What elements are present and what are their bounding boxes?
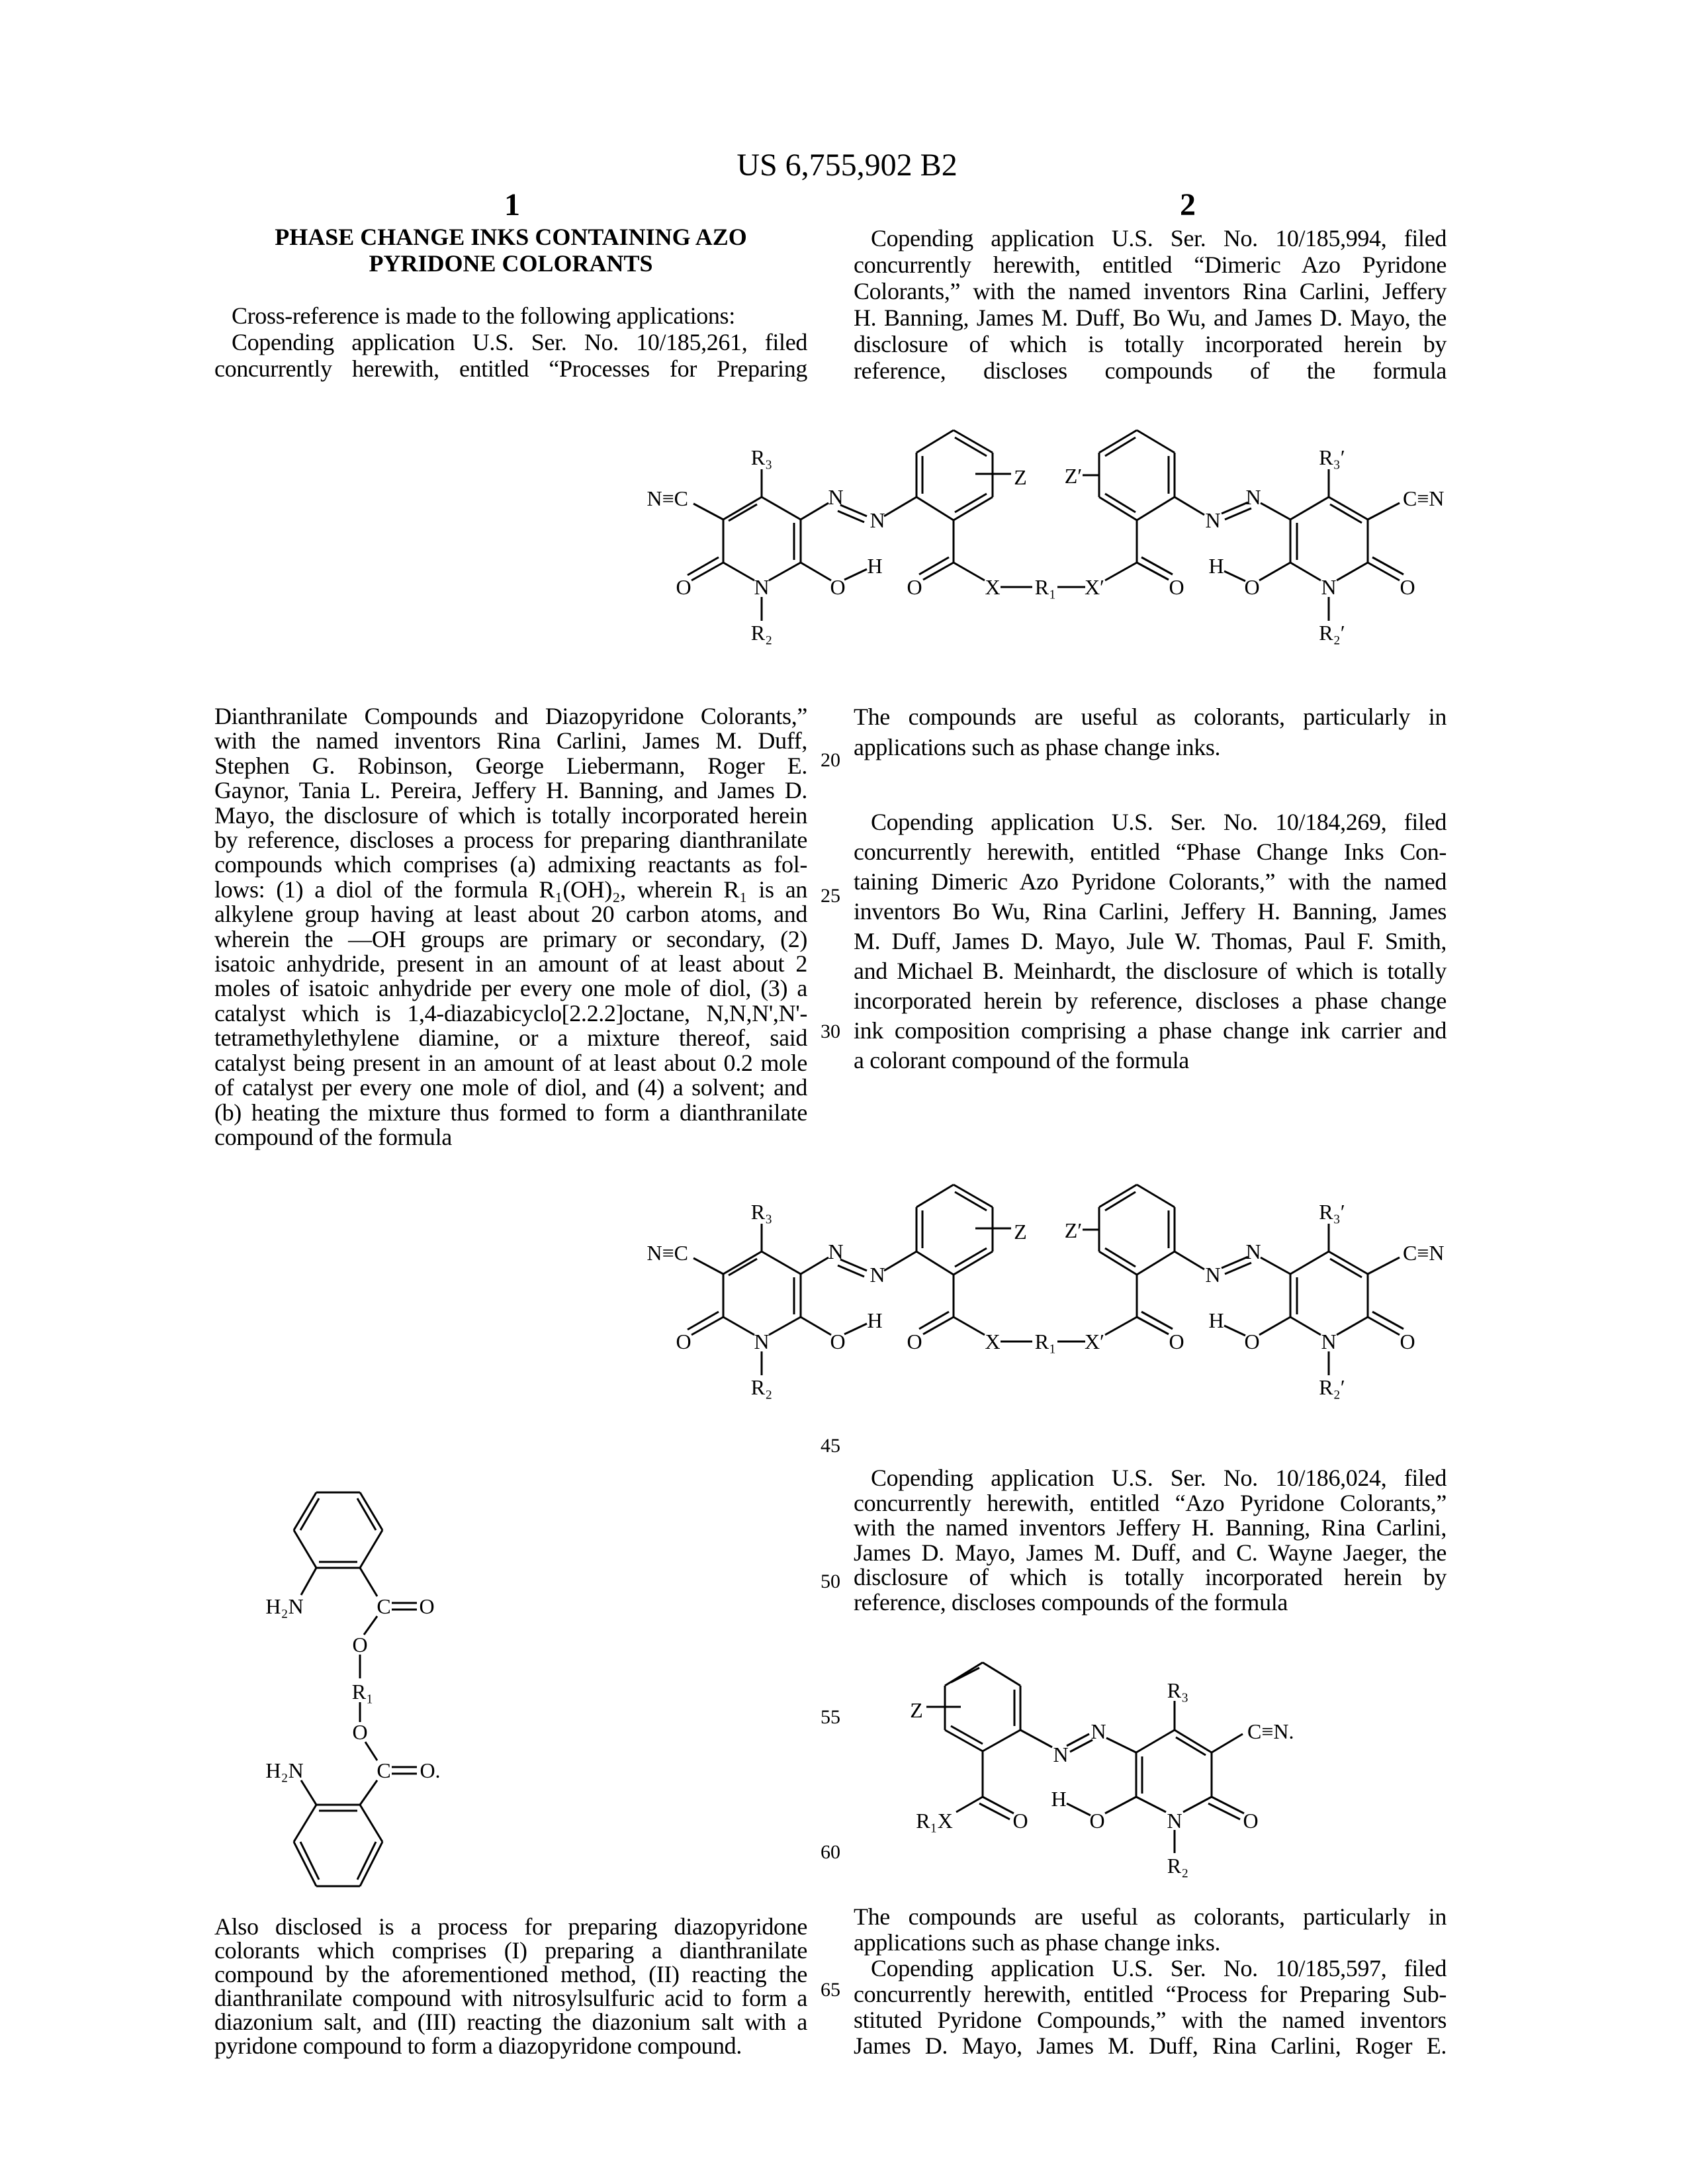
bond-line bbox=[729, 504, 757, 521]
text-line: catalyst which is 1,4-diazabicyclo[2.2.2]octane, N,N,N',N'- bbox=[214, 1001, 807, 1026]
text-line: concurrently herewith, entitled “Dimeric Azo Pyridone bbox=[854, 251, 1447, 278]
atom-label-azo-4: N bbox=[1245, 1240, 1261, 1263]
bond-line bbox=[801, 503, 828, 520]
atom-label-n-a: N bbox=[754, 1330, 769, 1353]
bond-line bbox=[923, 563, 954, 580]
bond-line bbox=[723, 563, 754, 580]
azo-nitrogen-label: N bbox=[1053, 1743, 1068, 1766]
text-line: James D. Mayo, James M. Duff, and C. Wayne Jaeger, the bbox=[854, 1541, 1447, 1566]
bond-line bbox=[1175, 497, 1204, 515]
usefulness-paragraph bbox=[854, 702, 1447, 762]
text-line: reference, discloses compounds of the formula bbox=[854, 1590, 1447, 1615]
atom-label-r2-prime: R₂′ bbox=[1319, 621, 1345, 645]
text-line: by reference, discloses a process for preparing dianthranilate bbox=[214, 828, 807, 852]
bond-line bbox=[1137, 1251, 1175, 1275]
r1x-label: R₁X bbox=[916, 1809, 953, 1833]
atom-label-o-d: O bbox=[1169, 575, 1184, 599]
dimeric-azo-pyridone-structure-1 bbox=[596, 410, 1522, 675]
atom-label-r2: R₂ bbox=[751, 1375, 773, 1399]
atom-label-azo-1: N bbox=[828, 485, 843, 509]
text-line: dianthranilate compound with nitrosylsulfuric acid to form a bbox=[214, 1986, 807, 2010]
bond-line bbox=[762, 1251, 801, 1274]
copending-597-paragraph bbox=[854, 1956, 1447, 2059]
atom-label-z-prime: Z′ bbox=[1065, 464, 1083, 488]
text-line: Dianthranilate Compounds and Diazopyridone Colorants,” bbox=[214, 704, 807, 729]
text-line: inventors Bo Wu, Rina Carlini, Jeffery H. Banning, James bbox=[854, 897, 1447, 927]
text-line: Cross-reference is made to the following applications: bbox=[214, 302, 807, 329]
text-line: a colorant compound of the formula bbox=[854, 1046, 1447, 1075]
atom-label-h-b: H bbox=[1208, 554, 1224, 578]
atom-label-o-e: O bbox=[1244, 1330, 1259, 1353]
amine-label: H₂N bbox=[265, 1594, 303, 1618]
nitrile-label: C≡N. bbox=[1247, 1719, 1294, 1743]
oxygen-label: O bbox=[1089, 1809, 1104, 1833]
bond-line bbox=[916, 1251, 954, 1275]
atom-label-azo-2: N bbox=[869, 1263, 885, 1287]
atom-label-h-a: H bbox=[867, 1308, 882, 1332]
atom-label-o-f: O bbox=[1400, 1330, 1415, 1353]
text-line: of catalyst per every one mole of diol, and (4) a solvent; and bbox=[214, 1075, 807, 1100]
bond-line bbox=[954, 430, 993, 453]
text-line: Copending application U.S. Ser. No. 10/186,024, filed bbox=[854, 1466, 1447, 1491]
bond-line bbox=[1337, 1317, 1368, 1335]
text-line: reference, discloses compounds of the formula bbox=[854, 357, 1447, 384]
title-line: PYRIDONE COLORANTS bbox=[214, 250, 807, 277]
copending-261-paragraph bbox=[214, 329, 807, 382]
copending-269-paragraph bbox=[854, 807, 1447, 1075]
atom-label-n-b: N bbox=[1321, 1330, 1336, 1353]
text-line: Copending application U.S. Ser. No. 10/184,269, filed bbox=[854, 807, 1447, 837]
also-disclosed-paragraph bbox=[214, 1915, 807, 2058]
text-line: compound of the formula bbox=[214, 1125, 807, 1150]
text-line: concurrently herewith, entitled “Phase Change Inks Con- bbox=[854, 837, 1447, 867]
text-line: with the named inventors Rina Carlini, James M. Duff, bbox=[214, 729, 807, 753]
z-label: Z bbox=[910, 1698, 923, 1722]
text-line: compound by the aforementioned method, (II) reacting the bbox=[214, 1962, 807, 1986]
atom-label-o-c: O bbox=[907, 575, 922, 599]
atom-label-h-a: H bbox=[867, 554, 882, 578]
text-line: catalyst being present in an amount of at least about 0.2 mole bbox=[214, 1051, 807, 1075]
bond-line bbox=[1105, 563, 1137, 580]
carbon-label: C bbox=[377, 1594, 390, 1618]
atom-label-azo-3: N bbox=[1205, 508, 1220, 532]
text-line: alkylene group having at least about 20 carbon atoms, and bbox=[214, 902, 807, 927]
text-line: Gaynor, Tania L. Pereira, Jeffery H. Banning, and James D. bbox=[214, 778, 807, 803]
text-line: compounds which comprises (a) admixing reactants as fol- bbox=[214, 852, 807, 877]
atom-label-o-d: O bbox=[1169, 1330, 1184, 1353]
atom-label-h-b: H bbox=[1208, 1308, 1224, 1332]
bond-line bbox=[1141, 557, 1173, 574]
text-line: with the named inventors Jeffery H. Banning, Rina Carlini, bbox=[854, 1516, 1447, 1541]
atom-label-azo-2: N bbox=[869, 508, 885, 532]
amine-label: H₂N bbox=[265, 1758, 303, 1782]
text-line: stituted Pyridone Compounds,” with the named inventors bbox=[854, 2007, 1447, 2033]
text-line: applications such as phase change inks. bbox=[854, 732, 1447, 762]
bond-line bbox=[801, 563, 831, 580]
bond-line bbox=[916, 430, 954, 453]
bond-line bbox=[1261, 1257, 1290, 1274]
bond-line bbox=[1137, 1185, 1175, 1207]
text-line: Copending application U.S. Ser. No. 10/185,994, filed bbox=[854, 225, 1447, 251]
bond-line bbox=[1290, 1317, 1321, 1335]
dianthranilate-process-paragraph bbox=[214, 704, 807, 1150]
bond-line bbox=[1224, 1326, 1245, 1336]
dimeric-azo-pyridone-structure-2 bbox=[596, 1165, 1522, 1430]
bond-line bbox=[1290, 1251, 1329, 1274]
benzene-ring-bottom bbox=[294, 1805, 382, 1886]
bond-line bbox=[769, 563, 801, 580]
line-number: 60 bbox=[811, 1841, 850, 1864]
bond-line bbox=[844, 569, 867, 580]
bond-line bbox=[954, 1317, 985, 1335]
text-line: The compounds are useful as colorants, particularly in bbox=[854, 1904, 1447, 1930]
bond-line bbox=[1259, 1317, 1290, 1335]
text-line: incorporated herein by reference, discloses a phase change bbox=[854, 986, 1447, 1016]
atom-label-x: X bbox=[985, 575, 1000, 599]
atom-label-r1: R₁ bbox=[1035, 1330, 1057, 1353]
atom-label-o-b: O bbox=[830, 1330, 845, 1353]
atom-label-nc: N≡C bbox=[647, 1241, 689, 1265]
patent-number: US 6,755,902 B2 bbox=[0, 147, 1694, 183]
line-number: 30 bbox=[811, 1021, 850, 1043]
atom-label-z: Z bbox=[1014, 1220, 1027, 1244]
text-line: moles of isatoic anhydride per every one mole of diol, (3) a bbox=[214, 976, 807, 1001]
document-title bbox=[214, 224, 807, 277]
text-line: disclosure of which is totally incorporated herein by bbox=[854, 331, 1447, 357]
bond-line bbox=[954, 563, 985, 580]
text-line: Copending application U.S. Ser. No. 10/185,261, filed bbox=[214, 329, 807, 355]
bond-line bbox=[1137, 563, 1169, 580]
bond-line bbox=[693, 504, 723, 520]
bond-line bbox=[1290, 563, 1321, 580]
bond-line bbox=[723, 1317, 754, 1335]
azo-nitrogen-label: N bbox=[1091, 1719, 1106, 1743]
atom-label-r3: R₃ bbox=[751, 1200, 773, 1224]
atom-label-x: X bbox=[985, 1330, 1000, 1353]
bond-line bbox=[1337, 563, 1368, 580]
benzene-ring-top bbox=[294, 1492, 382, 1568]
bond-line bbox=[723, 497, 762, 520]
text-line: isatoic anhydride, present in an amount of at least about 2 bbox=[214, 952, 807, 976]
column-number-left: 1 bbox=[479, 187, 545, 223]
bond-line bbox=[1372, 1312, 1404, 1329]
bond-line bbox=[801, 1317, 831, 1335]
bond-line bbox=[801, 1257, 828, 1274]
atom-label-o-a: O bbox=[676, 575, 691, 599]
atom-label-cn: C≡N bbox=[1403, 1241, 1445, 1265]
bond-line bbox=[1137, 1317, 1169, 1334]
text-line: applications such as phase change inks. bbox=[854, 1930, 1447, 1956]
bond-line bbox=[1368, 503, 1400, 520]
text-line: concurrently herewith, entitled “Azo Pyridone Colorants,” bbox=[854, 1491, 1447, 1516]
text-line: M. Duff, James D. Mayo, Jule W. Thomas, Paul F. Smith, bbox=[854, 927, 1447, 956]
bond-line bbox=[1329, 497, 1368, 520]
oxygen-label: O bbox=[1012, 1809, 1028, 1833]
atom-label-azo-3: N bbox=[1205, 1263, 1220, 1287]
text-line: diazonium salt, and (III) reacting the diazonium salt with a bbox=[214, 2010, 807, 2034]
bond-line bbox=[919, 557, 949, 574]
line-number: 25 bbox=[811, 885, 850, 907]
r1-label: R₁ bbox=[352, 1680, 374, 1704]
atom-label-x-prime: X′ bbox=[1085, 1330, 1104, 1353]
bond-line bbox=[1368, 1257, 1400, 1274]
oxygen-label: O bbox=[419, 1594, 434, 1618]
atom-label-x-prime: X′ bbox=[1085, 575, 1104, 599]
atom-label-cn: C≡N bbox=[1403, 486, 1445, 510]
text-line: and Michael B. Meinhardt, the disclosure of which is totally bbox=[854, 956, 1447, 986]
text-line: Colorants,” with the named inventors Rina Carlini, Jeffery bbox=[854, 278, 1447, 304]
bond-line bbox=[769, 1317, 801, 1335]
atom-label-o-a: O bbox=[676, 1330, 691, 1353]
atom-label-r3-prime: R₃′ bbox=[1319, 1200, 1345, 1224]
cross-reference-paragraph bbox=[214, 302, 807, 329]
azo-pyridone-structure bbox=[821, 1443, 1456, 1919]
bond-line bbox=[844, 1324, 867, 1334]
bond-line bbox=[688, 557, 719, 575]
text-line: ink composition comprising a phase change ink carrier and bbox=[854, 1016, 1447, 1046]
bond-line bbox=[729, 1259, 757, 1275]
atom-label-o-c: O bbox=[907, 1330, 922, 1353]
bond-line bbox=[723, 1251, 762, 1274]
bond-line bbox=[884, 497, 916, 516]
atom-label-r2-prime: R₂′ bbox=[1319, 1375, 1345, 1399]
pyridone-ring bbox=[1136, 1730, 1212, 1812]
oxygen-label: O. bbox=[420, 1758, 440, 1782]
atom-label-azo-1: N bbox=[828, 1240, 843, 1263]
bond-line bbox=[691, 563, 723, 580]
text-line: Mayo, the disclosure of which is totally incorporated herein bbox=[214, 803, 807, 828]
atom-label-r3-prime: R₃′ bbox=[1319, 445, 1345, 469]
text-line: colorants which comprises (I) preparing a dianthranilate bbox=[214, 1938, 807, 1962]
nitrogen-label: N bbox=[1167, 1809, 1182, 1833]
atom-label-o-f: O bbox=[1400, 575, 1415, 599]
text-line: taining Dimeric Azo Pyridone Colorants,” with the named bbox=[854, 867, 1447, 897]
atom-label-nc: N≡C bbox=[647, 486, 689, 510]
hydrogen-label: H bbox=[1051, 1787, 1066, 1811]
column-number-right: 2 bbox=[1155, 187, 1221, 223]
line-number: 20 bbox=[811, 749, 850, 772]
text-line: Stephen G. Robinson, George Liebermann, Roger E. bbox=[214, 754, 807, 778]
bond-line bbox=[1261, 503, 1290, 520]
text-line: concurrently herewith, entitled “Process for Preparing Sub- bbox=[854, 1981, 1447, 2007]
bond-line bbox=[693, 1258, 723, 1274]
text-line: tetramethylethylene diamine, or a mixture thereof, said bbox=[214, 1026, 807, 1050]
bond-line bbox=[1105, 1317, 1137, 1335]
atom-label-n-a: N bbox=[754, 575, 769, 599]
bond-line bbox=[1137, 430, 1175, 453]
bond-line bbox=[1372, 557, 1404, 574]
text-line: H. Banning, James M. Duff, Bo Wu, and James D. Mayo, the bbox=[854, 304, 1447, 331]
bond-line bbox=[1137, 497, 1175, 520]
bond-line bbox=[691, 1317, 723, 1335]
bond-line bbox=[916, 1185, 954, 1207]
text-line: The compounds are useful as colorants, particularly in bbox=[854, 702, 1447, 732]
bond-line bbox=[1099, 430, 1137, 453]
atom-label-azo-4: N bbox=[1245, 485, 1261, 509]
bond-line bbox=[762, 497, 801, 520]
bond-line bbox=[1175, 1251, 1204, 1269]
bond-line bbox=[884, 1251, 916, 1271]
bond-line bbox=[916, 497, 954, 520]
atom-label-r2: R₂ bbox=[751, 621, 773, 645]
text-line: wherein the —OH groups are primary or secondary, (2) bbox=[214, 927, 807, 952]
atom-label-z-prime: Z′ bbox=[1065, 1218, 1083, 1242]
bond-line bbox=[1099, 1185, 1137, 1207]
line-number: 45 bbox=[811, 1435, 850, 1457]
bond-line bbox=[1141, 1312, 1173, 1329]
text-line: Copending application U.S. Ser. No. 10/185,597, filed bbox=[854, 1956, 1447, 1981]
r2-label: R₂ bbox=[1167, 1854, 1189, 1878]
atom-label-r3: R₃ bbox=[751, 445, 773, 469]
text-line: pyridone compound to form a diazopyridone compound. bbox=[214, 2034, 807, 2058]
r3-label: R₃ bbox=[1167, 1678, 1189, 1702]
atom-label-o-e: O bbox=[1244, 575, 1259, 599]
line-number: 50 bbox=[811, 1570, 850, 1593]
oxygen-label: O bbox=[1243, 1809, 1258, 1833]
text-line: disclosure of which is totally incorporated herein by bbox=[854, 1565, 1447, 1590]
line-number: 65 bbox=[811, 1979, 850, 2001]
bond-line bbox=[923, 1317, 954, 1334]
bond-line bbox=[1224, 571, 1245, 581]
dianthranilate-structure bbox=[225, 1456, 490, 1906]
title-line: PHASE CHANGE INKS CONTAINING AZO bbox=[214, 224, 807, 250]
text-line: concurrently herewith, entitled “Processes for Preparing bbox=[214, 355, 807, 382]
atom-label-o-b: O bbox=[830, 575, 845, 599]
bond-line bbox=[1290, 497, 1329, 520]
bond-line bbox=[1368, 563, 1400, 580]
bond-line bbox=[1259, 563, 1290, 580]
text-line: (b) heating the mixture thus formed to form a dianthranilate bbox=[214, 1101, 807, 1125]
line-number: 55 bbox=[811, 1706, 850, 1729]
text-line: James D. Mayo, James M. Duff, Rina Carlini, Roger E. bbox=[854, 2033, 1447, 2059]
bond-line bbox=[1368, 1317, 1400, 1335]
bond-line bbox=[919, 1312, 949, 1329]
copending-994-paragraph bbox=[854, 225, 1447, 384]
bond-line bbox=[688, 1312, 719, 1330]
carbon-label: C bbox=[377, 1758, 390, 1782]
oxygen-label: O bbox=[352, 1720, 367, 1744]
atom-label-n-b: N bbox=[1321, 575, 1336, 599]
bond-line bbox=[954, 1185, 993, 1207]
text-line: Also disclosed is a process for preparing diazopyridone bbox=[214, 1915, 807, 1938]
bond-line bbox=[1329, 1251, 1368, 1274]
text-line: lows: (1) a diol of the formula R₁(OH)₂, wherein R₁ is an bbox=[214, 878, 807, 902]
atom-label-r1: R₁ bbox=[1035, 575, 1057, 599]
atom-label-z: Z bbox=[1014, 465, 1027, 489]
oxygen-label: O bbox=[352, 1633, 367, 1657]
